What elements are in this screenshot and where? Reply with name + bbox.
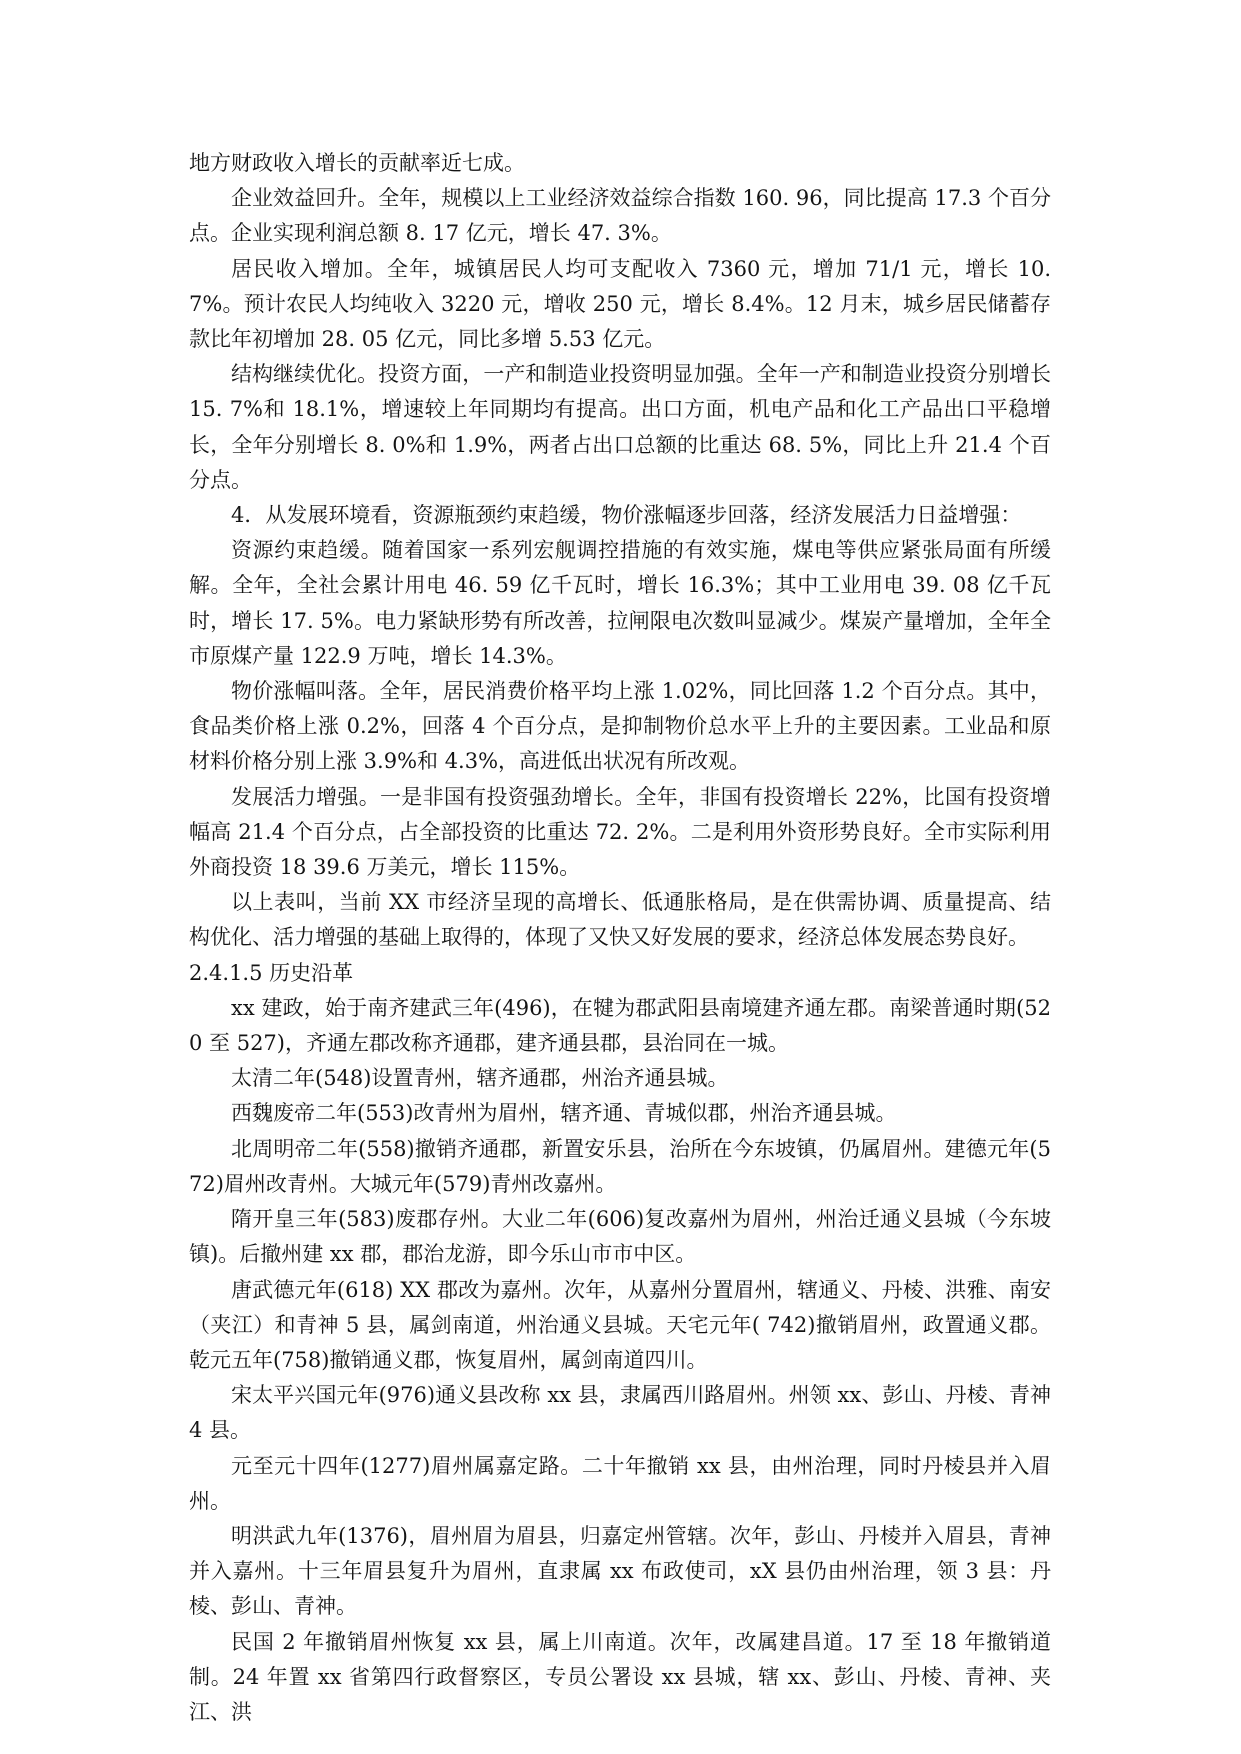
section-heading: 2.4.1.5 历史沿革 (189, 960, 354, 985)
paragraph: 西魏废帝二年(553)改青州为眉州，辖齐通、青城似郡，州治齐通县城。 (231, 1101, 897, 1126)
paragraph: 物价涨幅叫落。全年，居民消费价格平均上涨 1.02%，同比回落 1.2 个百分点。其中，食品类价格上涨 0.2%，回落 4 个百分点，是抑制物价总水平上升的主要因素。工业品和原材料价格分别上涨 3.9%和 4.3%，高进低出状况有所改观。 (189, 679, 1051, 774)
paragraph: 结构继续优化。投资方面，一产和制造业投资明显加强。全年一产和制造业投资分别增长 15. 7%和 18.1%，增速较上年同期均有提高。出口方面，机电产品和化工产品出口平稳增长，全年分别增长 8. 0%和 1.9%，两者占出口总额的比重达 68. 5%，同比上升 21.4 个百分点。 (189, 362, 1051, 492)
paragraph: 4．从发展环境看，资源瓶颈约束趋缓，物价涨幅逐步回落，经济发展活力日益增强： (231, 503, 1022, 528)
paragraph: 资源约束趋缓。随着国家一系列宏舰调控措施的有效实施，煤电等供应紧张局面有所缓解。全年，全社会累计用电 46. 59 亿千瓦时，增长 16.3%；其中工业用电 39. 08 亿千瓦时，增长 17. 5%。电力紧缺形势有所改善，拉闸限电次数叫显减少。煤炭产量增加，全年全市原煤产量 122.9 万吨，增长 14.3%。 (189, 538, 1051, 668)
paragraph: 元至元十四年(1277)眉州属嘉定路。二十年撤销 xx 县，由州治理，同时丹棱县并入眉州。 (189, 1453, 1051, 1513)
document-page (189, 146, 1051, 1730)
paragraph: 宋太平兴国元年(976)通义县改称 xx 县，隶属西川路眉州。州领 xx、彭山、丹棱、青神 4 县。 (189, 1383, 1051, 1443)
paragraph: 企业效益回升。全年，规模以上工业经济效益综合指数 160. 96，同比提高 17.3 个百分点。企业实现利润总额 8. 17 亿元，增长 47. 3%。 (189, 186, 1051, 246)
paragraph: 民国 2 年撤销眉州恢复 xx 县，属上川南道。次年，改属建昌道。17 至 18 年撤销道制。24 年置 xx 省第四行政督察区，专员公署设 xx 县城，辖 xx、彭山、丹棱、青神、夹江、洪 (189, 1629, 1051, 1724)
paragraph: xx 建政，始于南齐建武三年(496)，在犍为郡武阳县南境建齐通左郡。南梁普通时期(520 至 527)，齐通左郡改称齐通郡，建齐通县郡，县治同在一城。 (189, 995, 1051, 1056)
paragraph: 明洪武九年(1376)，眉州眉为眉县，归嘉定州管辖。次年，彭山、丹棱并入眉县，青神并入嘉州。十三年眉县复升为眉州，直隶属 xx 布政使司，xX 县仍由州治理，领 3 县：丹棱、彭山、青神。 (189, 1523, 1051, 1619)
paragraph: 居民收入增加。全年，城镇居民人均可支配收入 7360 元，增加 71/1 元，增长 10. 7%。预计农民人均纯收入 3220 元，增收 250 元，增长 8.4%。12 月末，城乡居民储蓄存款比年初增加 28. 05 亿元，同比多增 5.53 亿元。 (189, 256, 1051, 352)
paragraph: 北周明帝二年(558)撤销齐通郡，新置安乐县，治所在今东坡镇，仍属眉州。建德元年(572)眉州改青州。大城元年(579)青州改嘉州。 (189, 1136, 1051, 1196)
paragraph: 隋开皇三年(583)废郡存州。大业二年(606)复改嘉州为眉州，州治迁通义县城（今东坡镇)。后撤州建 xx 郡，郡治龙游，即今乐山市市中区。 (189, 1207, 1051, 1267)
paragraph: 以上表叫，当前 XX 市经济呈现的高增长、低通胀格局，是在供需协调、质量提高、结构优化、活力增强的基础上取得的，体现了又快又好发展的要求，经济总体发展态势良好。 (189, 890, 1051, 950)
paragraph: 地方财政收入增长的贡献率近七成。 (189, 151, 525, 175)
paragraph: 发展活力增强。一是非国有投资强劲增长。全年，非国有投资增长 22%，比国有投资增幅高 21.4 个百分点，占全部投资的比重达 72. 2%。二是利用外资形势良好。全市实际利用外商投资 18 39.6 万美元，增长 115%。 (189, 784, 1051, 880)
paragraph: 太清二年(548)设置青州，辖齐通郡，州治齐通县城。 (231, 1066, 729, 1091)
paragraph: 唐武德元年(618) XX 郡改为嘉州。次年，从嘉州分置眉州，辖通义、丹棱、洪雅、南安（夹江）和青神 5 县，属剑南道，州治通义县城。天宅元年( 742)撤销眉州，政置通义郡。乾元五年(758)撤销通义郡，恢复眉州，属剑南道四川。 (189, 1277, 1051, 1372)
